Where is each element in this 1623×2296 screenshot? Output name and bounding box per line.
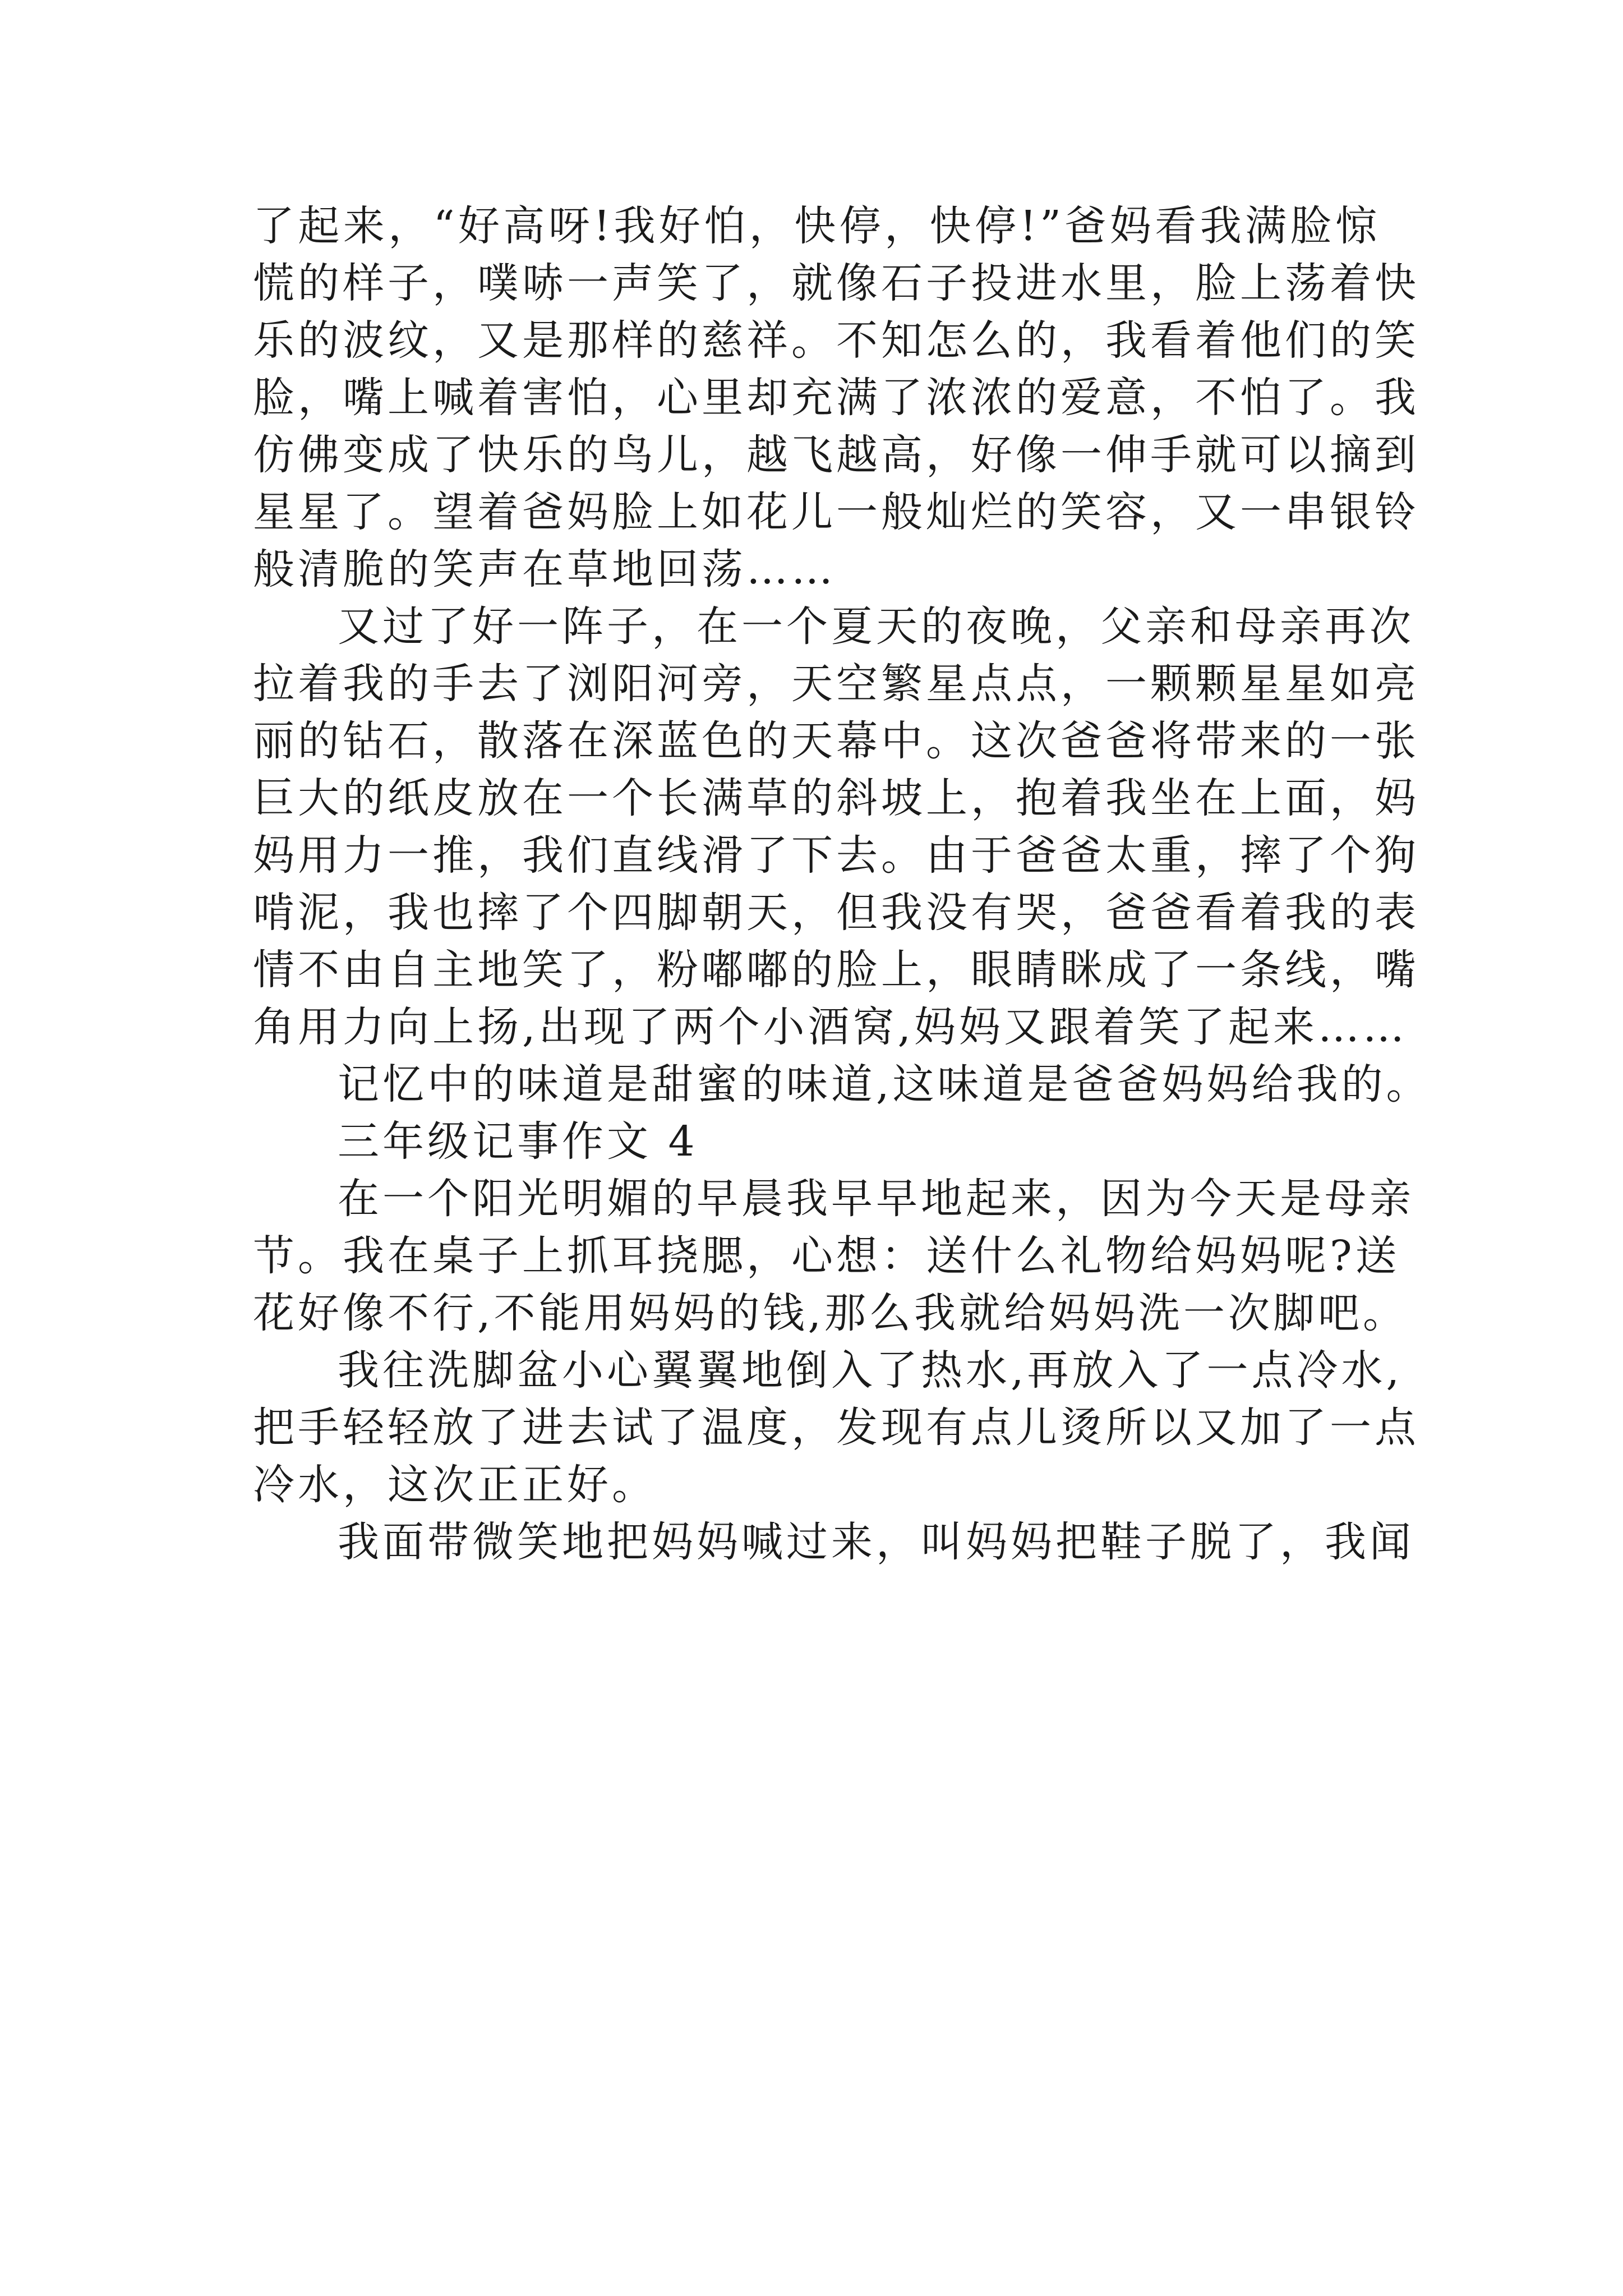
- section-heading: 三年级记事作文 4: [338, 1117, 698, 1166]
- text-line: 慌的样子，噗哧一声笑了，就像石子投进水里，脸上荡着快: [253, 259, 1419, 307]
- text-line: 冷水，这次正正好。: [253, 1461, 657, 1509]
- text-line: 情不由自主地笑了，粉嘟嘟的脸上，眼睛眯成了一条线，嘴: [253, 946, 1419, 994]
- text-line: 拉着我的手去了浏阳河旁，天空繁星点点，一颗颗星星如亮: [253, 660, 1419, 708]
- text-line: 脸，嘴上喊着害怕，心里却充满了浓浓的爱意，不怕了。我: [253, 374, 1419, 422]
- text-line: 角用力向上扬,出现了两个小酒窝,妈妈又跟着笑了起来……: [253, 1003, 1408, 1051]
- text-line: 花好像不行,不能用妈妈的钱,那么我就给妈妈洗一次脚吧。: [253, 1289, 1408, 1337]
- text-line: 了起来，“好高呀!我好怕，快停，快停!”爸妈看我满脸惊: [253, 202, 1380, 250]
- text-line: 把手轻轻放了进去试了温度，发现有点儿烫所以又加了一点: [253, 1404, 1419, 1452]
- text-line: 节。我在桌子上抓耳挠腮，心想：送什么礼物给妈妈呢?送: [253, 1232, 1400, 1280]
- text-line: 妈用力一推，我们直线滑了下去。由于爸爸太重，摔了个狗: [253, 831, 1419, 880]
- text-line: 啃泥，我也摔了个四脚朝天，但我没有哭，爸爸看着我的表: [253, 889, 1419, 937]
- text-line: 我往洗脚盆小心翼翼地倒入了热水,再放入了一点冷水,: [338, 1346, 1403, 1395]
- text-line: 又过了好一阵子，在一个夏天的夜晚，父亲和母亲再次: [338, 602, 1414, 651]
- article-body: [253, 197, 1431, 1571]
- text-line: 巨大的纸皮放在一个长满草的斜坡上，抱着我坐在上面，妈: [253, 774, 1419, 822]
- text-line: 记忆中的味道是甜蜜的味道,这味道是爸爸妈妈给我的。: [338, 1060, 1431, 1108]
- text-line: 我面带微笑地把妈妈喊过来，叫妈妈把鞋子脱了，我闻: [338, 1518, 1414, 1566]
- text-line: 乐的波纹，又是那样的慈祥。不知怎么的，我看着他们的笑: [253, 316, 1419, 365]
- text-line: 在一个阳光明媚的早晨我早早地起来，因为今天是母亲: [338, 1175, 1414, 1223]
- text-line: 星星了。望着爸妈脸上如花儿一般灿烂的笑容，又一串银铃: [253, 488, 1419, 536]
- text-line: 般清脆的笑声在草地回荡……: [253, 545, 836, 593]
- text-line: 仿佛变成了快乐的鸟儿，越飞越高，好像一伸手就可以摘到: [253, 431, 1419, 479]
- text-line: 丽的钻石，散落在深蓝色的天幕中。这次爸爸将带来的一张: [253, 717, 1419, 765]
